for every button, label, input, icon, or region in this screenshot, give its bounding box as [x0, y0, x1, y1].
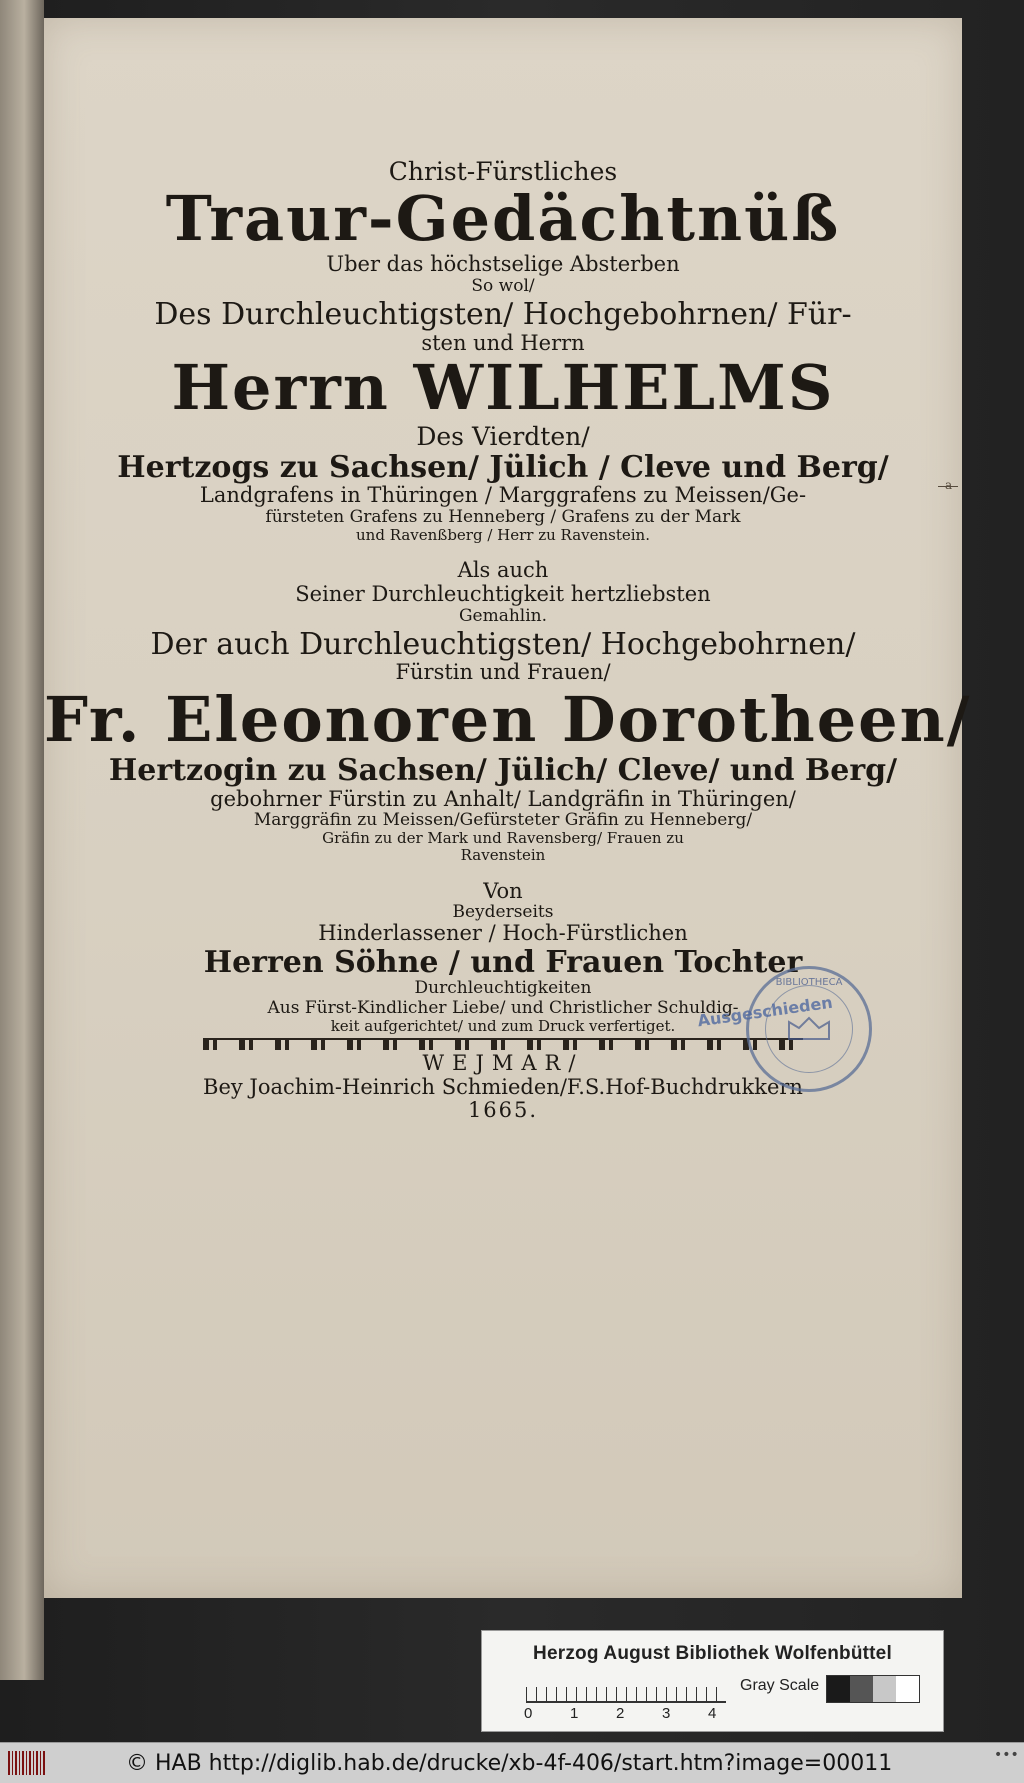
viewer-footer-bar — [0, 1742, 1024, 1783]
line-fuersteten-grafens: fürsteten Grafens zu Henneberg / Grafens zu der Mark — [265, 506, 741, 527]
line-als-auch: Als auch — [457, 558, 549, 583]
hab-card-title: Herzog August Bibliothek Wolfenbüttel — [533, 1643, 892, 1664]
gray-swatch — [850, 1676, 873, 1702]
line-keit-aufgerichtet: keit aufgerichtet/ und zum Druck verfertiget. — [330, 1016, 676, 1035]
line-ravenssberg: und Ravenßberg / Herr zu Ravenstein. — [356, 525, 650, 544]
gray-scale-label: Gray Scale — [740, 1677, 820, 1694]
line-year: 1665. — [467, 1098, 539, 1123]
line-beyderseits: Beyderseits — [452, 902, 554, 923]
line-christ-fuerstliches: Christ-Fürstliches — [388, 157, 618, 186]
line-des-vierdten: Des Vierdten/ — [416, 421, 590, 451]
line-landgrafens: Landgrafens in Thüringen / Marggrafens zu Meissen/Ge- — [199, 483, 807, 508]
line-des-durchleuchtigsten: Des Durchleuchtigsten/ Hochgebohrnen/ Für- — [154, 296, 852, 332]
margin-ink-letter: a — [945, 478, 953, 492]
line-der-auch-durchleuchtigsten: Der auch Durchleuchtigsten/ Hochgebohrnen/ — [150, 626, 856, 662]
line-gebohrner-fuerstin: gebohrner Fürstin zu Anhalt/ Landgräfin in Thüringen/ — [210, 786, 796, 811]
hab-logo-icon — [8, 1751, 46, 1775]
ruler-number: 1 — [570, 1705, 579, 1722]
gray-swatch — [896, 1676, 919, 1702]
line-gemahlin: Gemahlin. — [458, 605, 548, 626]
line-sten-und-herrn: sten und Herrn — [421, 330, 585, 355]
ornament-rule — [203, 1038, 803, 1050]
hab-color-card — [481, 1630, 944, 1732]
line-printer: Bey Joachim-Heinrich Schmieden/F.S.Hof-Buchdrukkern — [203, 1074, 803, 1099]
line-hertzogin-zu-sachsen: Hertzogin zu Sachsen/ Jülich/ Cleve/ und Berg/ — [108, 753, 898, 789]
line-von: Von — [483, 878, 523, 903]
ruler-number: 2 — [616, 1705, 625, 1722]
cm-ruler — [526, 1675, 726, 1703]
line-aus-fuerst-kindlicher: Aus Fürst-Kindlicher Liebe/ und Christlicher Schuldig- — [267, 997, 739, 1018]
line-herren-soehne: Herren Söhne / und Frauen Tochter — [203, 944, 803, 980]
line-wejmar: WEJMAR/ — [422, 1051, 584, 1076]
stamp-crest-icon — [784, 1014, 834, 1044]
more-options-icon[interactable]: ••• — [994, 1747, 1019, 1763]
line-marggraefin: Marggräfin zu Meissen/Gefürsteter Gräfin zu Henneberg/ — [253, 810, 753, 831]
line-seiner-durchleuchtigkeit: Seiner Durchleuchtigkeit hertzliebsten — [295, 581, 711, 606]
ruler-number: 3 — [662, 1705, 671, 1722]
copyright-url[interactable]: © HAB http://diglib.hab.de/drucke/xb-4f-406/start.htm?image=00011 — [126, 1751, 893, 1776]
gray-swatch — [873, 1676, 896, 1702]
ruler-number: 4 — [708, 1705, 717, 1722]
line-fuerstin-und-frauen: Fürstin und Frauen/ — [395, 660, 611, 685]
gray-swatch — [827, 1676, 850, 1702]
line-herrn-wilhelms: Herrn WILHELMS — [171, 351, 835, 425]
line-so-wol: So wol/ — [471, 275, 535, 296]
line-eleonoren-dorotheen: Fr. Eleonoren Dorotheen/ — [44, 682, 972, 756]
title-page — [44, 18, 972, 1598]
stamp-overlay-text: Ausgeschieden — [696, 992, 834, 1031]
stamp-ring-text: BIBLIOTHECA — [775, 977, 843, 988]
facing-page-edge — [0, 0, 44, 1680]
library-stamp — [746, 966, 872, 1092]
ruler-number: 0 — [524, 1705, 533, 1722]
line-durchleuchtigkeiten: Durchleuchtigkeiten — [414, 978, 592, 999]
line-uber-das: Uber das höchstselige Absterben — [326, 252, 680, 277]
line-graefin-zu-der-mark: Gräfin zu der Mark und Ravensberg/ Frauen zu — [322, 829, 684, 848]
title-page-text — [44, 18, 972, 1123]
ruler-numbers — [520, 1705, 760, 1723]
line-ravenstein: Ravenstein — [460, 846, 546, 865]
line-traur-gedaechtnuess: Traur-Gedächtnüß — [165, 182, 841, 255]
line-hinderlassener: Hinderlassener / Hoch-Fürstlichen — [318, 921, 688, 946]
gray-scale-swatches — [826, 1675, 920, 1703]
line-hertzogs-zu-sachsen: Hertzogs zu Sachsen/ Jülich / Cleve und Berg/ — [117, 449, 889, 485]
